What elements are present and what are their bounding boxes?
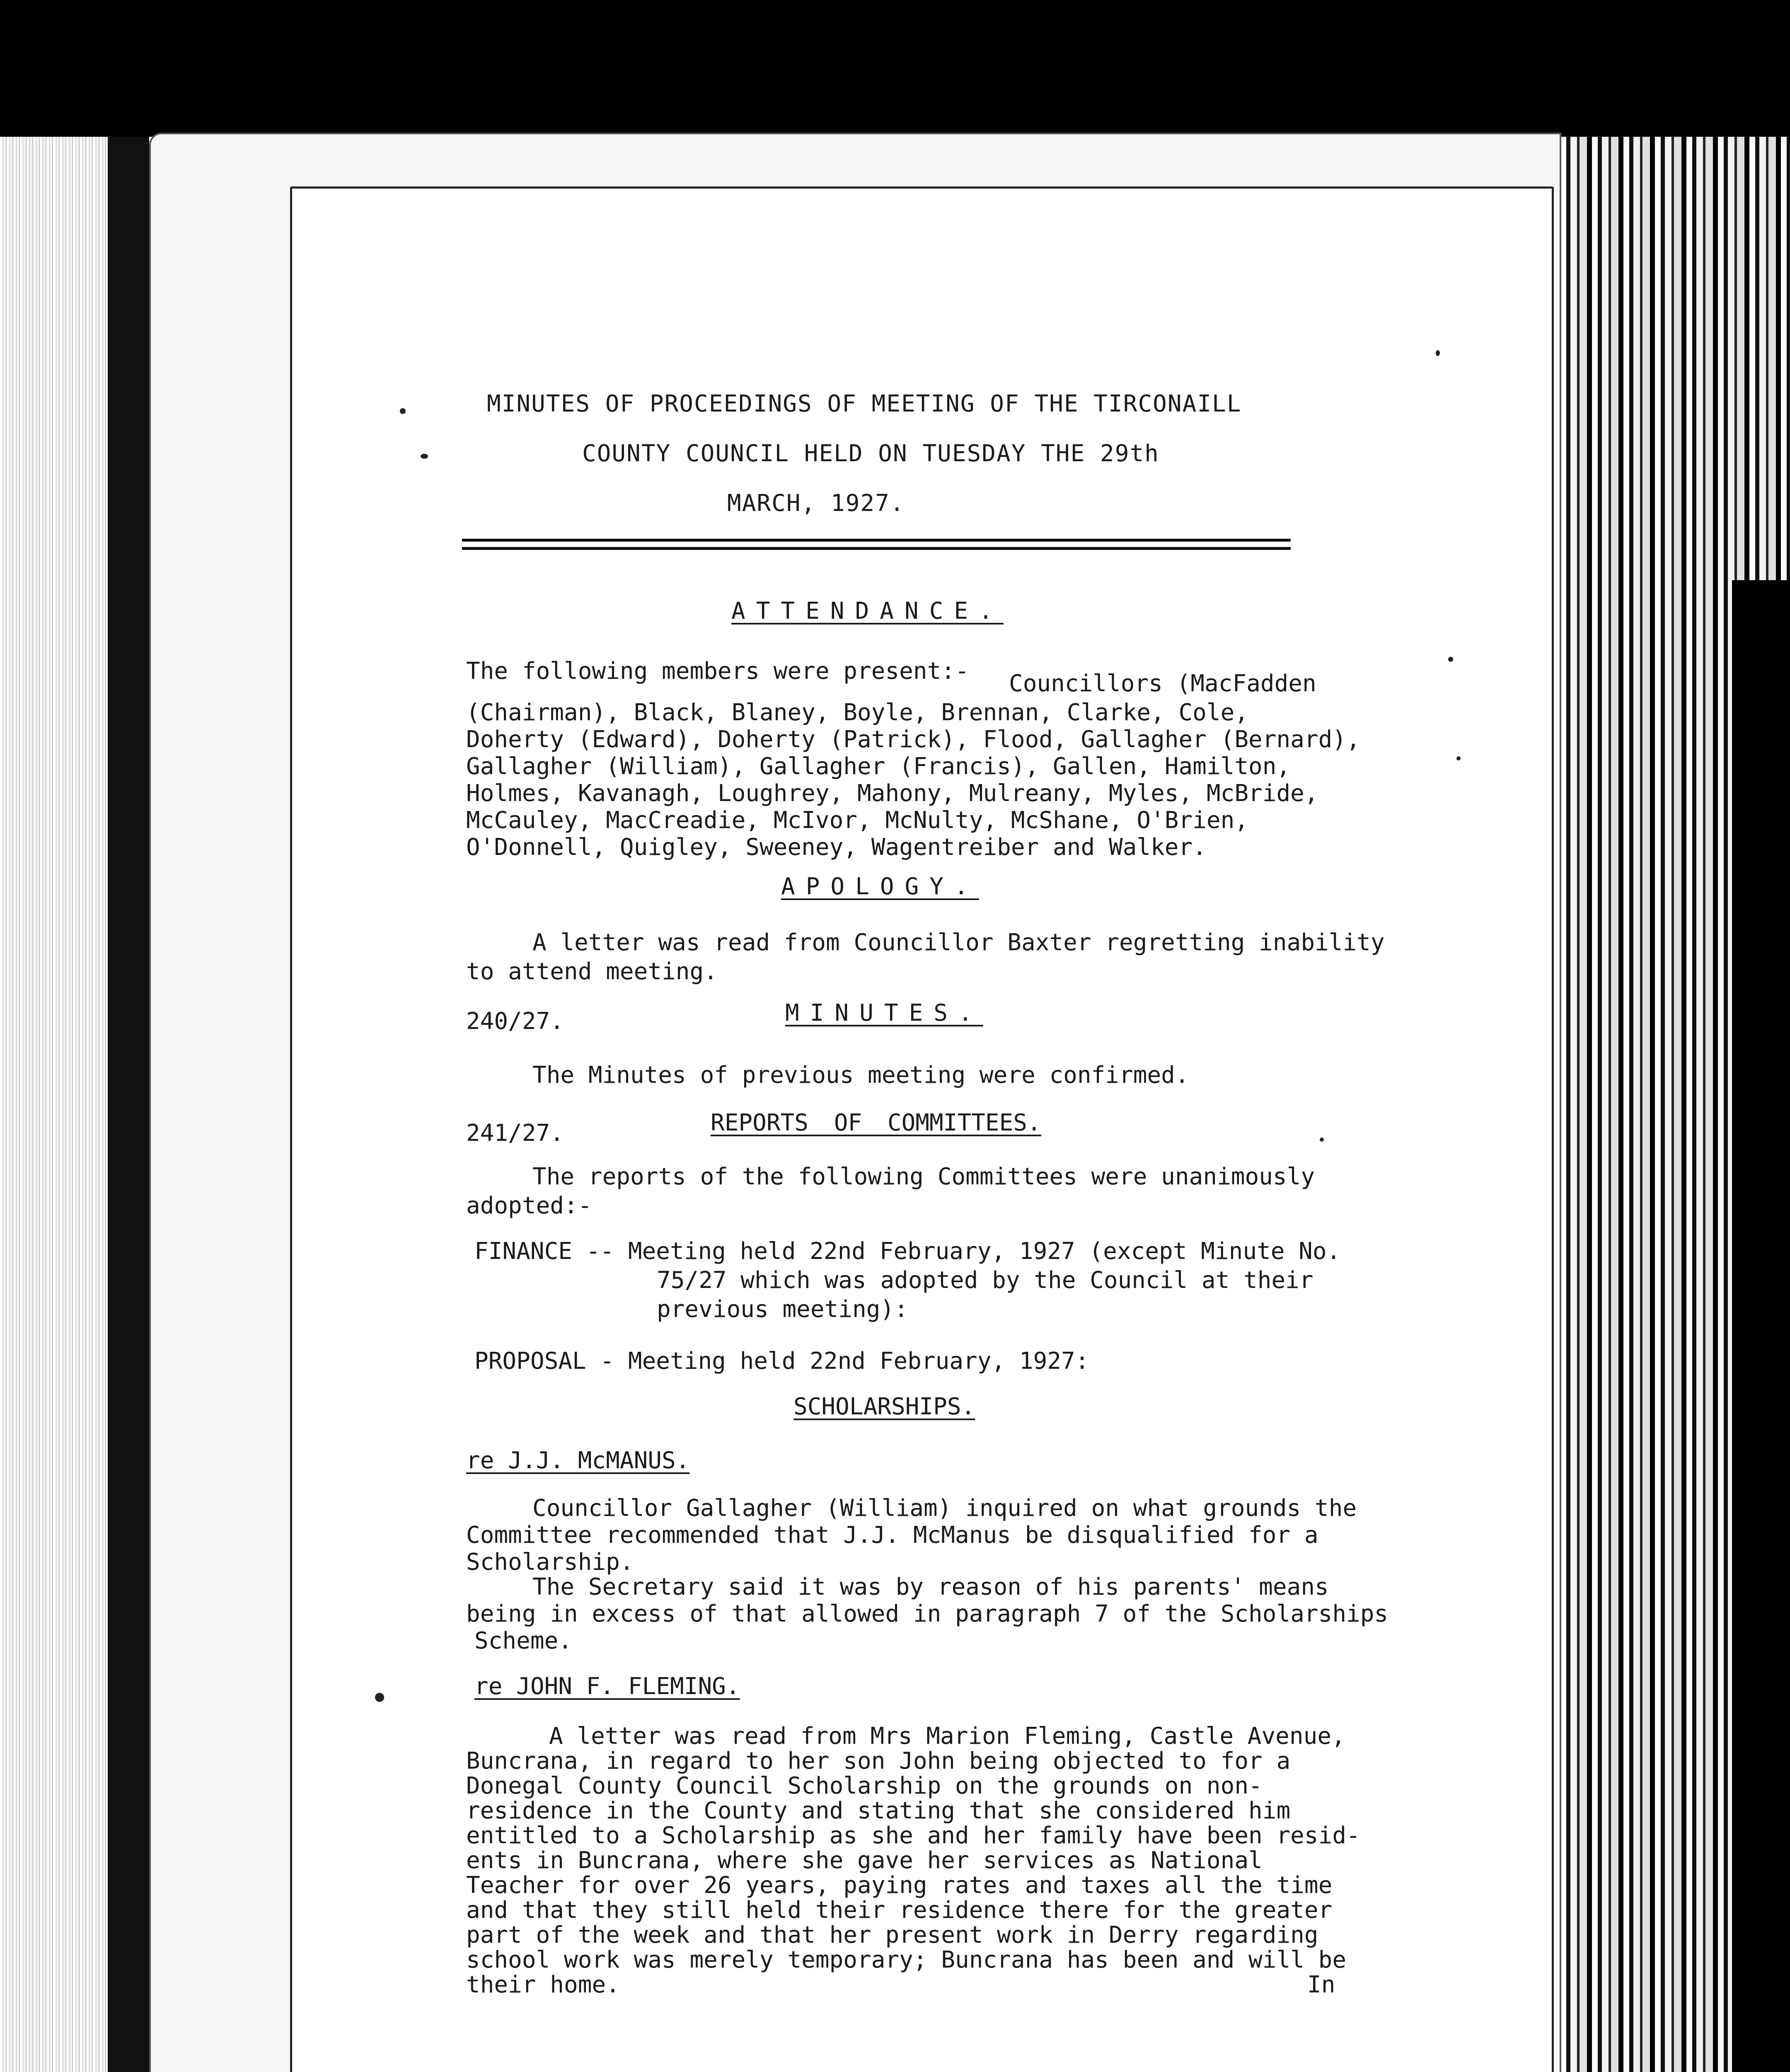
mcmanus-text-line: Scholarship. [466, 1549, 634, 1576]
heading-rule-bottom [462, 547, 1291, 550]
heading-line-2: COUNTY COUNCIL HELD ON TUESDAY THE 29th [582, 440, 1159, 467]
scan-speck [375, 1693, 384, 1702]
scan-speck [1456, 756, 1461, 760]
fleming-text-line: Teacher for over 26 years, paying rates and taxes all the time [466, 1872, 1333, 1899]
fleming-text-line: school work was merely temporary; Buncrana has been and will be [466, 1946, 1347, 1973]
heading-rule-top [462, 539, 1291, 542]
mcmanus-heading: re J.J. McMANUS. [466, 1447, 690, 1474]
attendance-members-line: (Chairman), Black, Blaney, Boyle, Brennan, Clarke, Cole, [466, 699, 1249, 726]
document-page [290, 186, 1554, 2072]
minute-number-240: 240/27. [466, 1008, 564, 1035]
mcmanus-text-line: Committee recommended that J.J. McManus be disqualified for a [466, 1522, 1318, 1549]
heading-line-1: MINUTES OF PROCEEDINGS OF MEETING OF THE TIRCONAILL [487, 390, 1242, 417]
mcmanus-text-line: being in excess of that allowed in paragraph 7 of the Scholarships [466, 1600, 1388, 1627]
finance-line: previous meeting): [657, 1296, 908, 1323]
finance-line: 75/27 which was adopted by the Council at their [657, 1267, 1313, 1294]
fleming-text-line: Donegal County Council Scholarship on the grounds on non- [466, 1772, 1263, 1799]
attendance-intro-continued: Councillors (MacFadden [1009, 670, 1316, 697]
fleming-text-line: residence in the County and stating that she considered him [466, 1797, 1291, 1824]
minutes-heading: MINUTES. [785, 1000, 983, 1026]
fleming-text-line: part of the week and that her present work in Derry regarding [466, 1922, 1318, 1949]
apology-text-line: A letter was read from Councillor Baxter regretting inability [532, 929, 1385, 956]
heading-line-3: MARCH, 1927. [727, 490, 905, 517]
fleming-text-line: Buncrana, in regard to her son John being objected to for a [466, 1748, 1291, 1774]
scan-speck [1448, 657, 1453, 662]
scan-speck [1320, 1138, 1324, 1142]
reports-heading: REPORTS OF COMMITTEES. [711, 1109, 1041, 1136]
minutes-text: The Minutes of previous meeting were confirmed. [532, 1062, 1189, 1089]
scan-speck [421, 454, 428, 459]
continuation-word: In [1307, 1971, 1335, 1998]
binding-spine [108, 137, 149, 2072]
attendance-heading: ATTENDANCE. [731, 598, 1004, 625]
minute-number-241: 241/27. [466, 1120, 564, 1147]
attendance-members-line: O'Donnell, Quigley, Sweeney, Wagentreiber and Walker. [466, 834, 1207, 861]
reports-text-line: adopted:- [466, 1192, 592, 1219]
mcmanus-text-line: Councillor Gallagher (William) inquired on what grounds the [532, 1495, 1357, 1522]
fleming-text-line: A letter was read from Mrs Marion Fleming, Castle Avenue, [549, 1723, 1345, 1750]
attendance-members-line: McCauley, MacCreadie, McIvor, McNulty, McShane, O'Brien, [466, 807, 1249, 834]
mcmanus-text-line: The Secretary said it was by reason of his parents' means [532, 1573, 1329, 1600]
attendance-members-line: Holmes, Kavanagh, Loughrey, Mahony, Mulreany, Myles, McBride, [466, 780, 1318, 807]
fleming-heading: re JOHN F. FLEMING. [474, 1673, 740, 1700]
fleming-text-line: entitled to a Scholarship as she and her family have been resid- [466, 1822, 1360, 1849]
fleming-text-line: and that they still held their residence there for the greater [466, 1897, 1333, 1924]
attendance-members-line: Doherty (Edward), Doherty (Patrick), Flood, Gallagher (Bernard), [466, 726, 1360, 753]
scan-speck [400, 408, 406, 414]
fleming-text-line: ents in Buncrana, where she gave her services as National [466, 1847, 1263, 1874]
binder-edge [1732, 580, 1790, 2072]
attendance-members-line: Gallagher (William), Gallagher (Francis), Gallen, Hamilton, [466, 753, 1291, 780]
proposal-line: PROPOSAL - Meeting held 22nd February, 1927: [474, 1348, 1089, 1375]
mcmanus-text-line: Scheme. [474, 1627, 573, 1654]
finance-line: FINANCE -- Meeting held 22nd February, 1927 (except Minute No. [474, 1238, 1341, 1265]
attendance-intro: The following members were present:- [466, 658, 969, 685]
scan-dark-border [0, 0, 1790, 137]
scholarships-heading: SCHOLARSHIPS. [793, 1393, 975, 1420]
apology-text-line: to attend meeting. [466, 958, 718, 985]
scan-speck [1436, 350, 1440, 356]
apology-heading: APOLOGY. [781, 873, 979, 900]
reports-text-line: The reports of the following Committees were unanimously [532, 1163, 1315, 1190]
fleming-text-line: their home. [466, 1971, 620, 1998]
